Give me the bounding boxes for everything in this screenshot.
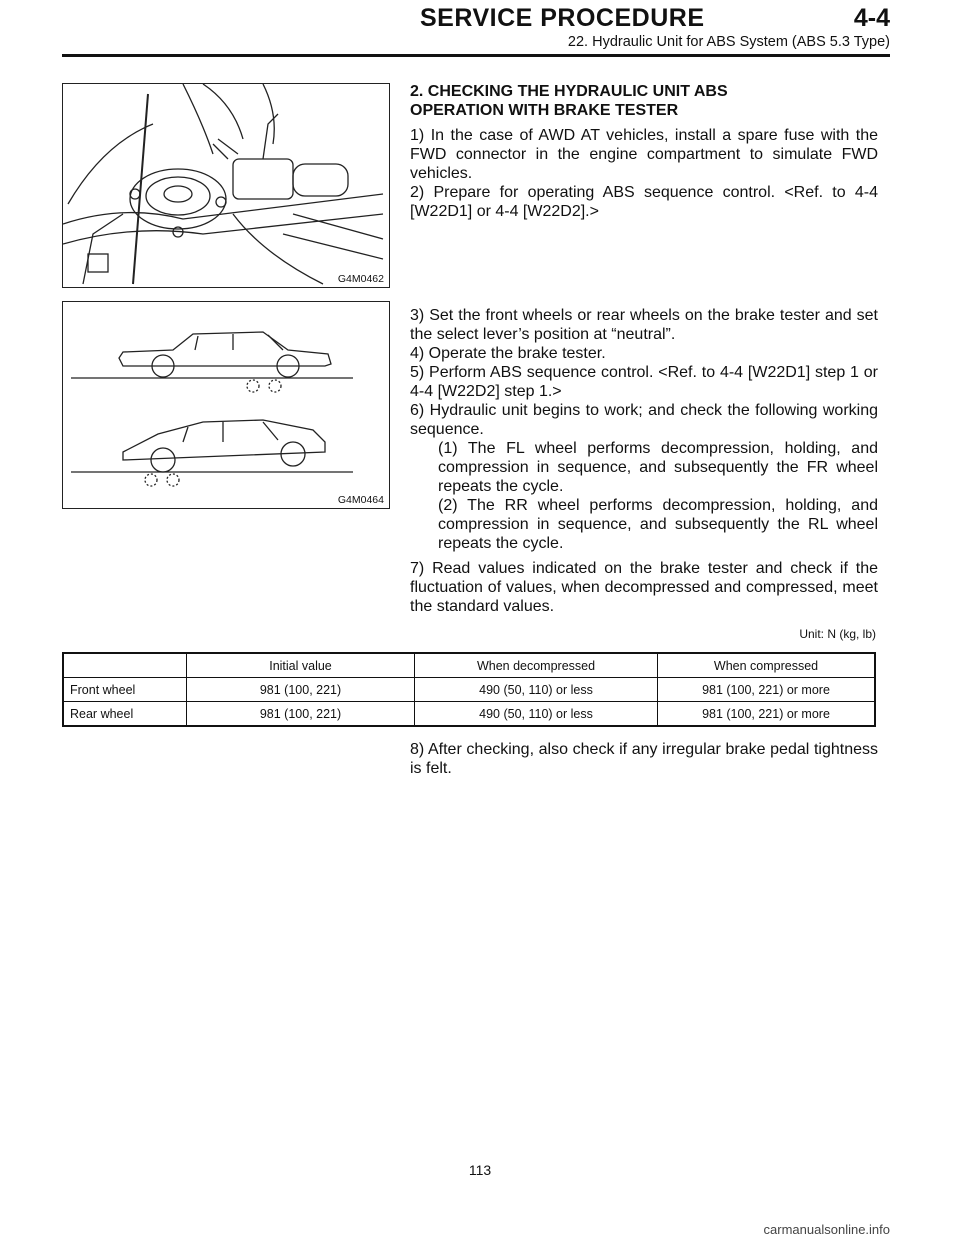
table-header-cell: [63, 653, 187, 678]
spec-table: [62, 652, 876, 727]
step-8: 8) After checking, also check if any irregular brake pedal tightness is felt.: [410, 741, 878, 777]
step-5: 5) Perform ABS sequence control. <Ref. to 4-4 [W22D1] step 1 or 4-4 [W22D2] step 1.>: [410, 364, 878, 400]
table-header-row: [63, 653, 875, 678]
table-header-cell: Initial value: [187, 653, 415, 678]
header-title: SERVICE PROCEDURE: [420, 4, 705, 32]
header-rule: [62, 54, 890, 57]
section-heading: 2. CHECKING THE HYDRAULIC UNIT ABS OPERATION WITH BRAKE TESTER: [410, 83, 728, 119]
sub-step-1: (1) The FL wheel performs decompression, holding, and compression in sequence, and subsequently the FR wheel repeats the cycle.: [438, 440, 878, 495]
table-cell: 490 (50, 110) or less: [415, 702, 658, 727]
table-cell: 981 (100, 221) or more: [658, 702, 876, 727]
table-cell: 490 (50, 110) or less: [415, 678, 658, 702]
table-header-cell: When decompressed: [415, 653, 658, 678]
step-1: 1) In the case of AWD AT vehicles, install a spare fuse with the FWD connector in the engine compartment to simulate FWD vehicles.: [410, 127, 878, 182]
car-on-brake-tester-illustration-icon: [63, 302, 389, 508]
table-row: [63, 702, 875, 727]
page-number: 113: [468, 1162, 492, 1178]
table-cell: 981 (100, 221): [187, 678, 415, 702]
table-row: [63, 678, 875, 702]
header-subtitle: 22. Hydraulic Unit for ABS System (ABS 5.3 Type): [567, 34, 890, 50]
sub-step-2: (2) The RR wheel performs decompression, holding, and compression in sequence, and subsequently the RL wheel repeats the cycle.: [438, 497, 878, 552]
table-cell: 981 (100, 221): [187, 702, 415, 727]
table-header-cell: When compressed: [658, 653, 876, 678]
step-7: 7) Read values indicated on the brake tester and check if the fluctuation of values, when decompressed and compressed, meet the standard values.: [410, 560, 878, 615]
figure-hydraulic-unit: [62, 83, 390, 288]
footer-watermark: carmanualsonline.info: [763, 1222, 890, 1237]
hydraulic-unit-illustration-icon: [63, 84, 389, 287]
figure-label: G4M0462: [337, 273, 384, 285]
figure-label: G4M0464: [337, 494, 384, 506]
step-4: 4) Operate the brake tester.: [410, 345, 606, 362]
step-2: 2) Prepare for operating ABS sequence control. <Ref. to 4-4 [W22D1] or 4-4 [W22D2].>: [410, 184, 878, 220]
unit-label: Unit: N (kg, lb): [799, 627, 876, 641]
header-section-number: 4-4: [853, 4, 890, 32]
text-block-2: [410, 306, 878, 616]
figure-brake-tester: [62, 301, 390, 509]
text-block-1: [410, 82, 878, 221]
step-3: 3) Set the front wheels or rear wheels on the brake tester and set the select lever’s position at “neutral”.: [410, 307, 878, 343]
table-cell: Rear wheel: [63, 702, 187, 727]
step-6: 6) Hydraulic unit begins to work; and check the following working sequence.: [410, 402, 878, 438]
table-cell: 981 (100, 221) or more: [658, 678, 876, 702]
table-cell: Front wheel: [63, 678, 187, 702]
text-block-3: [410, 740, 878, 778]
